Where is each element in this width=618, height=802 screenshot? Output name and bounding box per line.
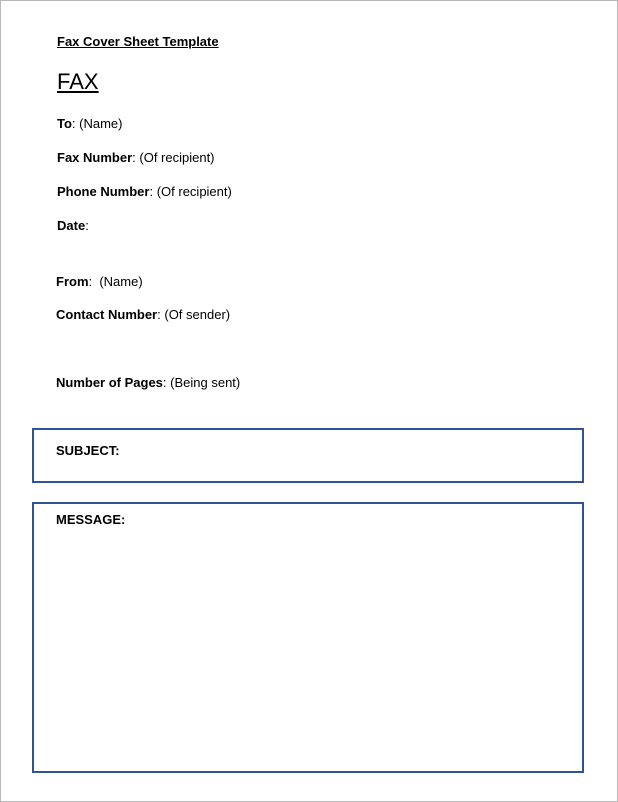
fax-number-label: Fax Number (57, 150, 133, 165)
from-value: (Name) (99, 274, 143, 289)
contact-number-field (56, 307, 230, 322)
contact-number-label: Contact Number (56, 307, 158, 322)
fax-number-field (57, 150, 215, 165)
fax-number-separator: : (132, 150, 140, 165)
date-label: Date (57, 218, 86, 233)
from-label: From (56, 274, 89, 289)
date-separator: : (85, 218, 89, 233)
subject-label: SUBJECT: (56, 443, 120, 458)
phone-number-field (57, 184, 232, 199)
to-field (57, 116, 123, 131)
to-label: To (57, 116, 72, 131)
from-separator: : (88, 274, 100, 289)
contact-number-separator: : (157, 307, 165, 322)
fax-heading: FAX (57, 69, 99, 94)
contact-number-value: (Of sender) (164, 307, 231, 322)
date-field (57, 218, 89, 233)
from-field (56, 274, 143, 289)
phone-number-value: (Of recipient) (156, 184, 232, 199)
number-of-pages-value: (Being sent) (170, 375, 241, 390)
to-value: (Name) (79, 116, 123, 131)
number-of-pages-separator: : (162, 375, 171, 390)
message-label: MESSAGE: (56, 512, 126, 527)
phone-number-separator: : (149, 184, 157, 199)
fax-number-value: (Of recipient) (139, 150, 215, 165)
subject-box (32, 428, 584, 483)
phone-number-label: Phone Number (57, 184, 150, 199)
number-of-pages-field (56, 375, 240, 390)
message-box (32, 502, 584, 773)
to-separator: : (71, 116, 80, 131)
number-of-pages-label: Number of Pages (56, 375, 163, 390)
document-title: Fax Cover Sheet Template (57, 34, 219, 49)
